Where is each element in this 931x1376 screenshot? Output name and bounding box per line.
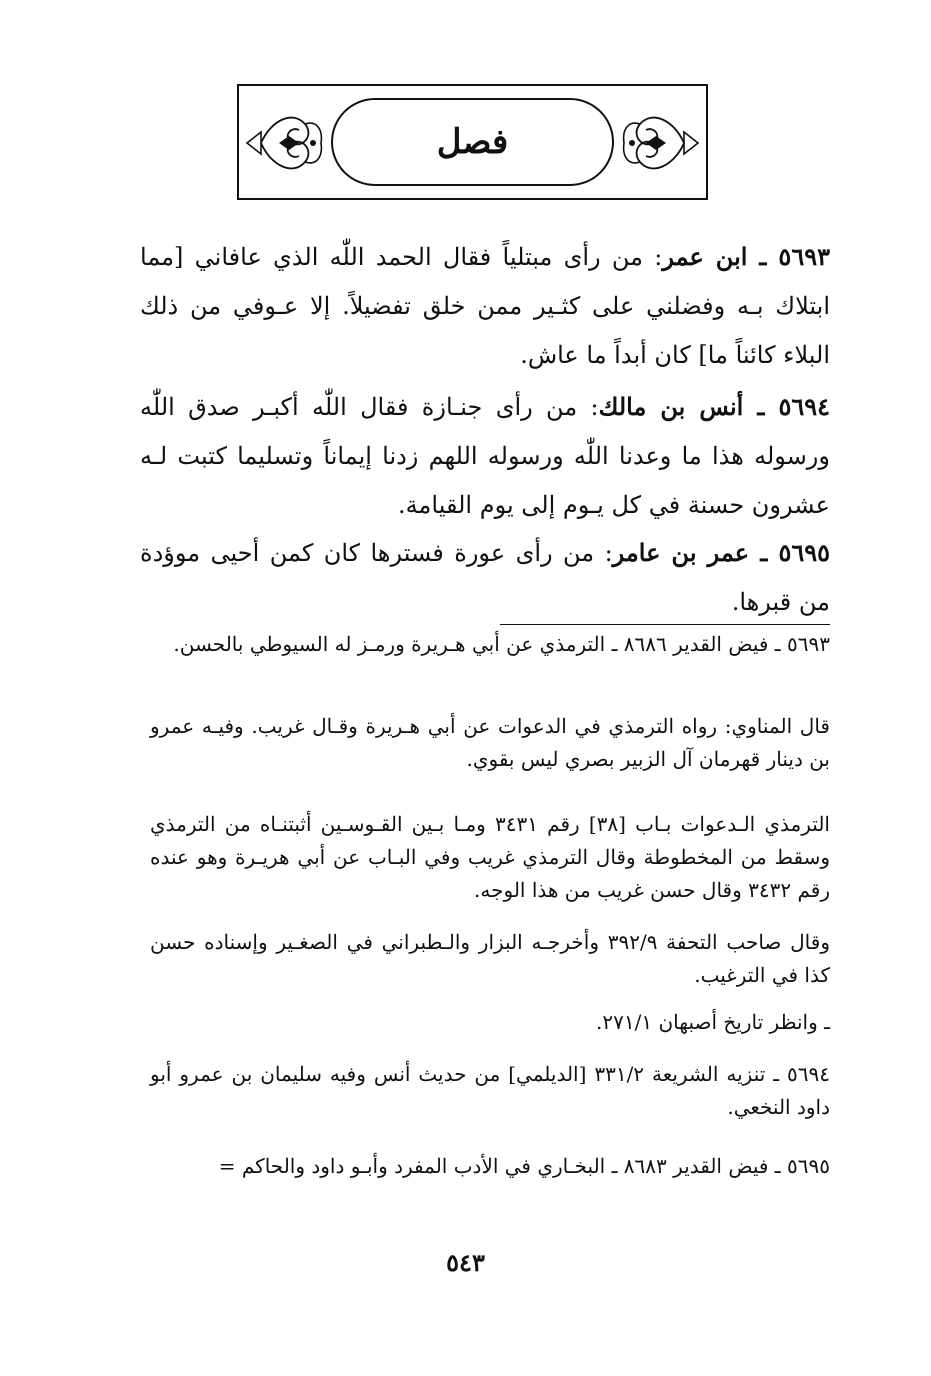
hadith-entry (140, 232, 830, 380)
footnote (150, 926, 830, 992)
footnote-text: وقال صاحب التحفة ٣٩٢/٩ وأخرجـه البزار والـطبراني في الصغـير وإسناده حسن كذا في الترغيب. (150, 930, 830, 987)
footnote-text: ـ وانظر تاريخ أصبهان ٢٧١/١. (596, 1010, 830, 1034)
footnote (150, 1006, 830, 1039)
footnote-text: ٥٦٩٥ ـ فيض القدير ٨٦٨٣ ـ البخـاري في الأدب المفرد وأبـو داود والحاكم = (218, 1154, 830, 1178)
arabesque-ornament-left-icon (243, 100, 327, 186)
page-number: ٥٤٣ (446, 1248, 485, 1277)
footnote-separator (500, 624, 830, 625)
chapter-title: فصل (436, 122, 509, 162)
entry-number: ٥٦٩٥ (778, 538, 830, 567)
narrator-name: ابن عمر (662, 242, 748, 271)
hadith-entry (140, 528, 830, 627)
footnote-text: ٥٦٩٤ ـ تنزيه الشريعة ٣٣١/٢ [الديلمي] من حديث أنس وفيه سليمان بن عمرو أبو داود النخعي. (150, 1062, 830, 1119)
arabesque-ornament-right-icon (618, 100, 702, 186)
footnote (150, 808, 830, 907)
footnote (150, 1058, 830, 1124)
footnote (150, 710, 830, 776)
chapter-header-frame (237, 84, 708, 200)
footnote-text: الترمذي الـدعوات بـاب [٣٨] رقم ٣٤٣١ ومـا بـين القـوسـين أثبتنـاه من الترمذي وسقط من المخطوطة وقال الترمذي غريب وفي البـاب عن أبي هريـرة وهو عنده رقم ٣٤٣٢ وقال حسن غريب من هذا الوجه. (150, 812, 830, 902)
footnote (150, 628, 830, 661)
hadith-entry (140, 382, 830, 530)
narrator-name: عمر بن عامر (612, 538, 750, 567)
entry-dash: ـ (749, 538, 779, 567)
footnote-text: ٥٦٩٣ ـ فيض القدير ٨٦٨٦ ـ الترمذي عن أبي هـريرة ورمـز له السيوطي بالحسن. (173, 632, 830, 656)
footnote-text: قال المناوي: رواه الترمذي في الدعوات عن أبي هـريرة وقـال غريب. وفيـه عمرو بن دينار قهرمان آل الزبير بصري ليس بقوي. (150, 714, 830, 771)
chapter-title-oval (331, 98, 614, 186)
entry-dash: ـ (743, 392, 779, 421)
entry-dash: ـ (747, 242, 779, 271)
entry-text: : من رأى مبتلياً فقال الحمد اللّٰه الذي عافاني [مما ابتلاك بـه وفضلني على كثـير ممن خلق تفضيلاً. إلا عـوفي من ذلك البلاء كائناً ما] كان أبداً ما عاش. (140, 243, 830, 369)
entry-number: ٥٦٩٤ (778, 392, 830, 421)
entry-number: ٥٦٩٣ (778, 242, 830, 271)
entry-text: : من رأى جنـازة فقال اللّٰه أكبـر صدق اللّٰه ورسوله هذا ما وعدنا اللّٰه ورسوله اللهم زدنا إيماناً وتسليما كتبت لـه عشرون حسنة في كل يـوم إلى يوم القيامة. (140, 393, 830, 519)
narrator-name: أنس بن مالك (598, 392, 744, 421)
footnote (150, 1150, 830, 1183)
entry-text: : من رأى عورة فسترها كان كمن أحيى موؤدة من قبرها. (140, 539, 830, 616)
